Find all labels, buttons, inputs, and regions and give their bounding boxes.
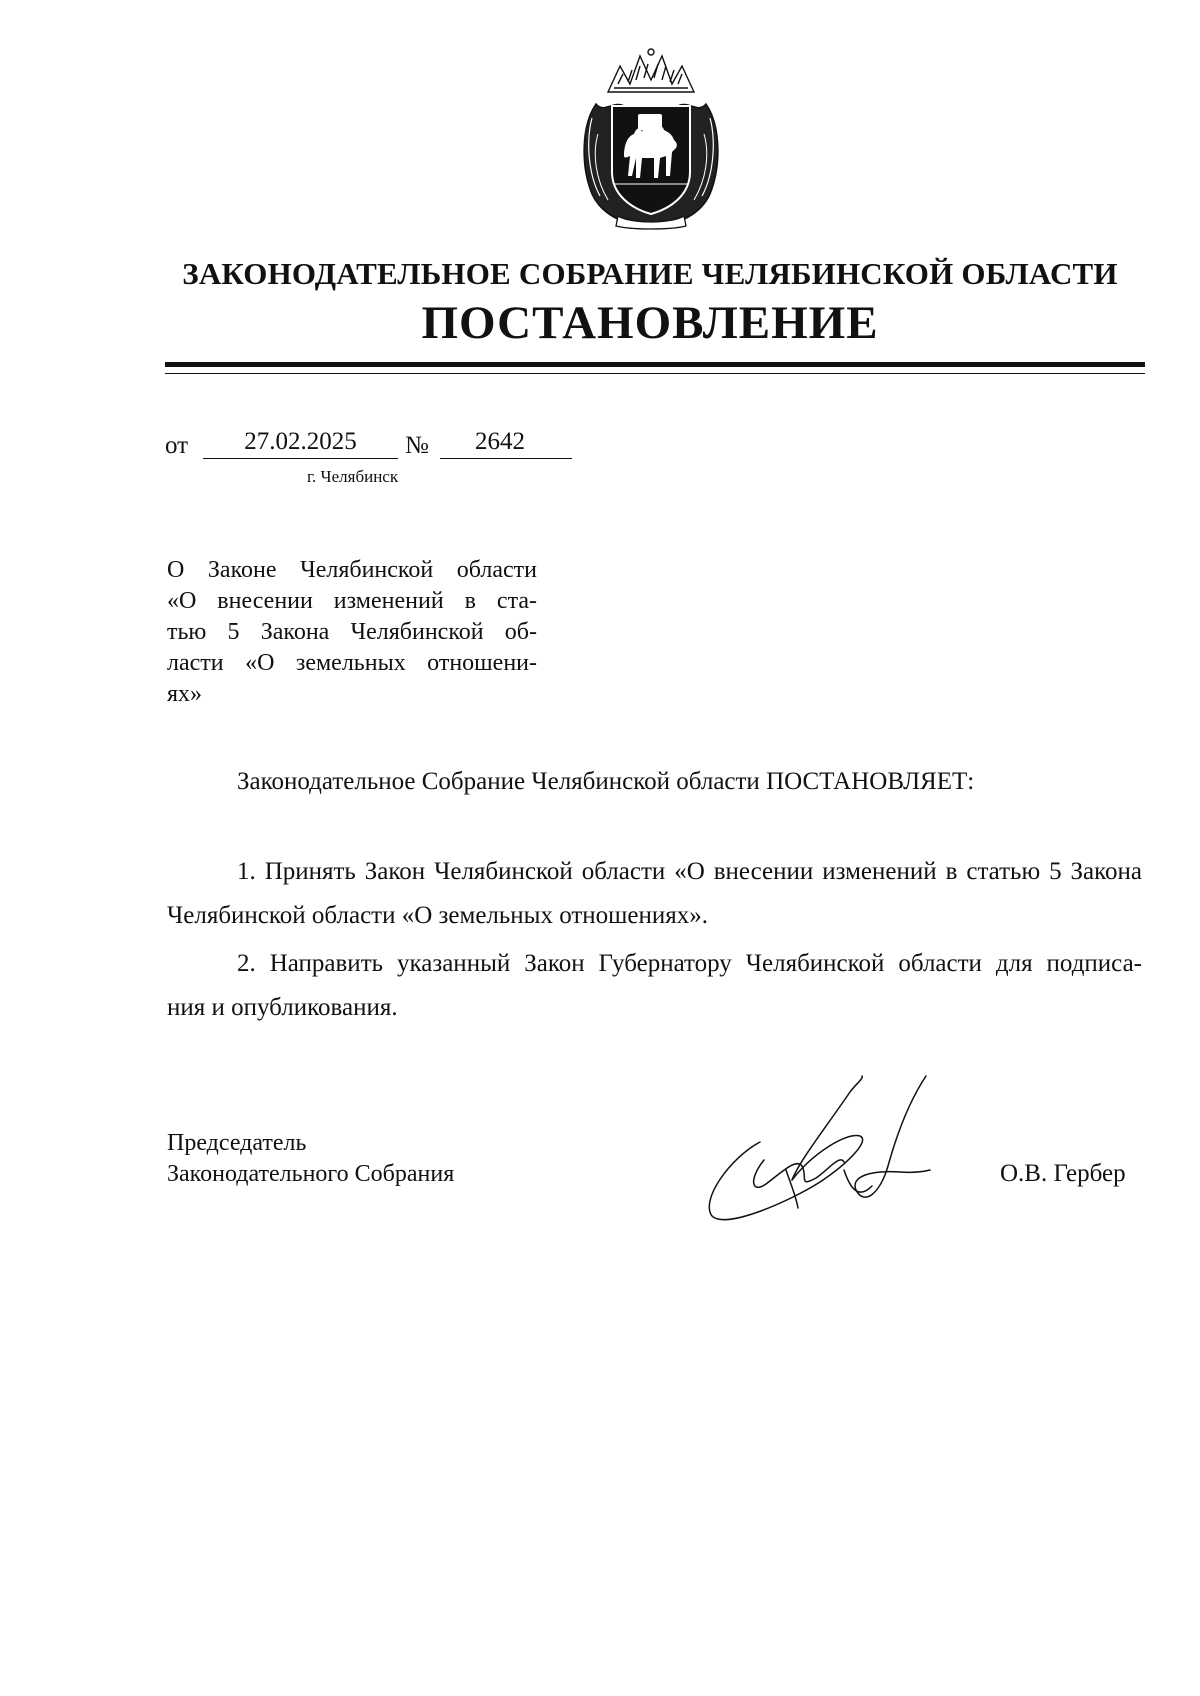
signatory-position — [167, 1128, 454, 1190]
subject-line: «О внесении изменений в ста- — [167, 588, 537, 614]
number-sign: № — [405, 432, 429, 459]
item-line: 1. Принять Закон Челябинской области «О внесении изменений в статью 5 Закона — [237, 858, 1142, 885]
city-label: г. Челябинск — [307, 467, 399, 486]
header-rule-thick — [165, 362, 1145, 367]
document-number: 2642 — [440, 428, 572, 459]
subject-line: ласти «О земельных отношени- — [167, 650, 537, 676]
header-rule-thin — [165, 373, 1145, 374]
document-date: 27.02.2025 — [203, 428, 398, 459]
position-line: Председатель — [167, 1130, 307, 1156]
resolution-item — [167, 942, 1142, 1030]
position-line: Законодательного Собрания — [167, 1161, 455, 1187]
item-line: 2. Направить указанный Закон Губернатору Челябинской области для подписа- — [237, 950, 1142, 977]
item-line: ния и опубликования. — [167, 994, 398, 1021]
subject-line: О Законе Челябинской области — [167, 557, 537, 583]
document-type-heading: ПОСТАНОВЛЕНИЕ — [421, 297, 879, 349]
coat-of-arms-emblem — [578, 44, 724, 230]
signatory-name: О.В. Гербер — [1000, 1160, 1126, 1187]
subject-line: ях» — [167, 681, 203, 707]
registration-line — [165, 428, 585, 462]
resolution-item — [167, 850, 1142, 938]
date-prefix: от — [165, 432, 189, 459]
subject-line: тью 5 Закона Челябинской об- — [167, 619, 537, 645]
resolution-preamble: Законодательное Собрание Челябинской области ПОСТАНОВЛЯЕТ: — [237, 768, 975, 795]
handwritten-signature — [700, 1070, 960, 1230]
item-line: Челябинской области «О земельных отношениях». — [167, 902, 709, 929]
document-subject — [167, 555, 537, 710]
organization-title: ЗАКОНОДАТЕЛЬНОЕ СОБРАНИЕ ЧЕЛЯБИНСКОЙ ОБЛАСТИ — [182, 256, 1118, 291]
